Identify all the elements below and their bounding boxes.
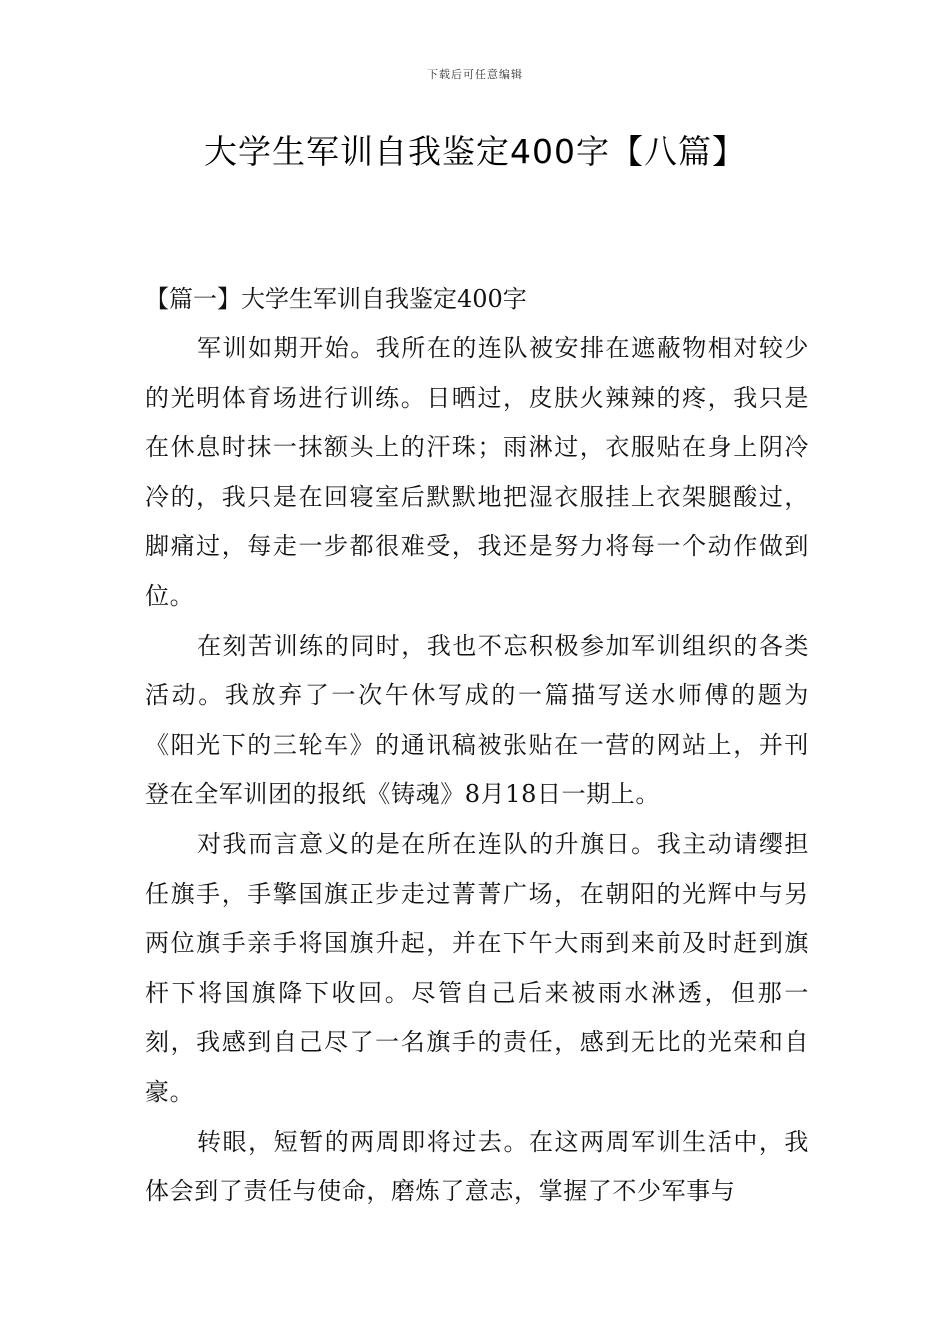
- body-paragraph: 转眼，短暂的两周即将过去。在这两周军训生活中，我体会到了责任与使命，磨炼了意志，掌握了不少军事与: [145, 1127, 809, 1206]
- document-title: 大学生军训自我鉴定400字【八篇】: [204, 132, 746, 171]
- body-paragraph: 军训如期开始。我所在的连队被安排在遮蔽物相对较少的光明体育场进行训练。日晒过，皮肤火辣辣的疼，我只是在休息时抹一抹额头上的汗珠；雨淋过，衣服贴在身上阴冷冷的，我只是在回寝室后默默地把湿衣服挂上衣架腿酸过，脚痛过，每走一步都很难受，我还是努力将每一个动作做到位。: [145, 334, 809, 610]
- body-paragraph: 对我而言意义的是在所在连队的升旗日。我主动请缨担任旗手，手擎国旗正步走过菁菁广场，在朝阳的光辉中与另两位旗手亲手将国旗升起，并在下午大雨到来前及时赶到旗杆下将国旗降下收回。尽管自己后来被雨水淋透，但那一刻，我感到自己尽了一名旗手的责任，感到无比的光荣和自豪。: [145, 829, 809, 1106]
- section-heading: 【篇一】大学生军训自我鉴定400字: [145, 285, 527, 313]
- header-note: 下载后可任意编辑: [427, 68, 523, 81]
- document-body: [145, 275, 809, 1217]
- body-paragraph: 在刻苦训练的同时，我也不忘积极参加军训组织的各类活动。我放弃了一次午休写成的一篇描写送水师傅的题为《阳光下的三轮车》的通讯稿被张贴在一营的网站上，并刊登在全军训团的报纸《铸魂》8月18日一期上。: [145, 631, 809, 809]
